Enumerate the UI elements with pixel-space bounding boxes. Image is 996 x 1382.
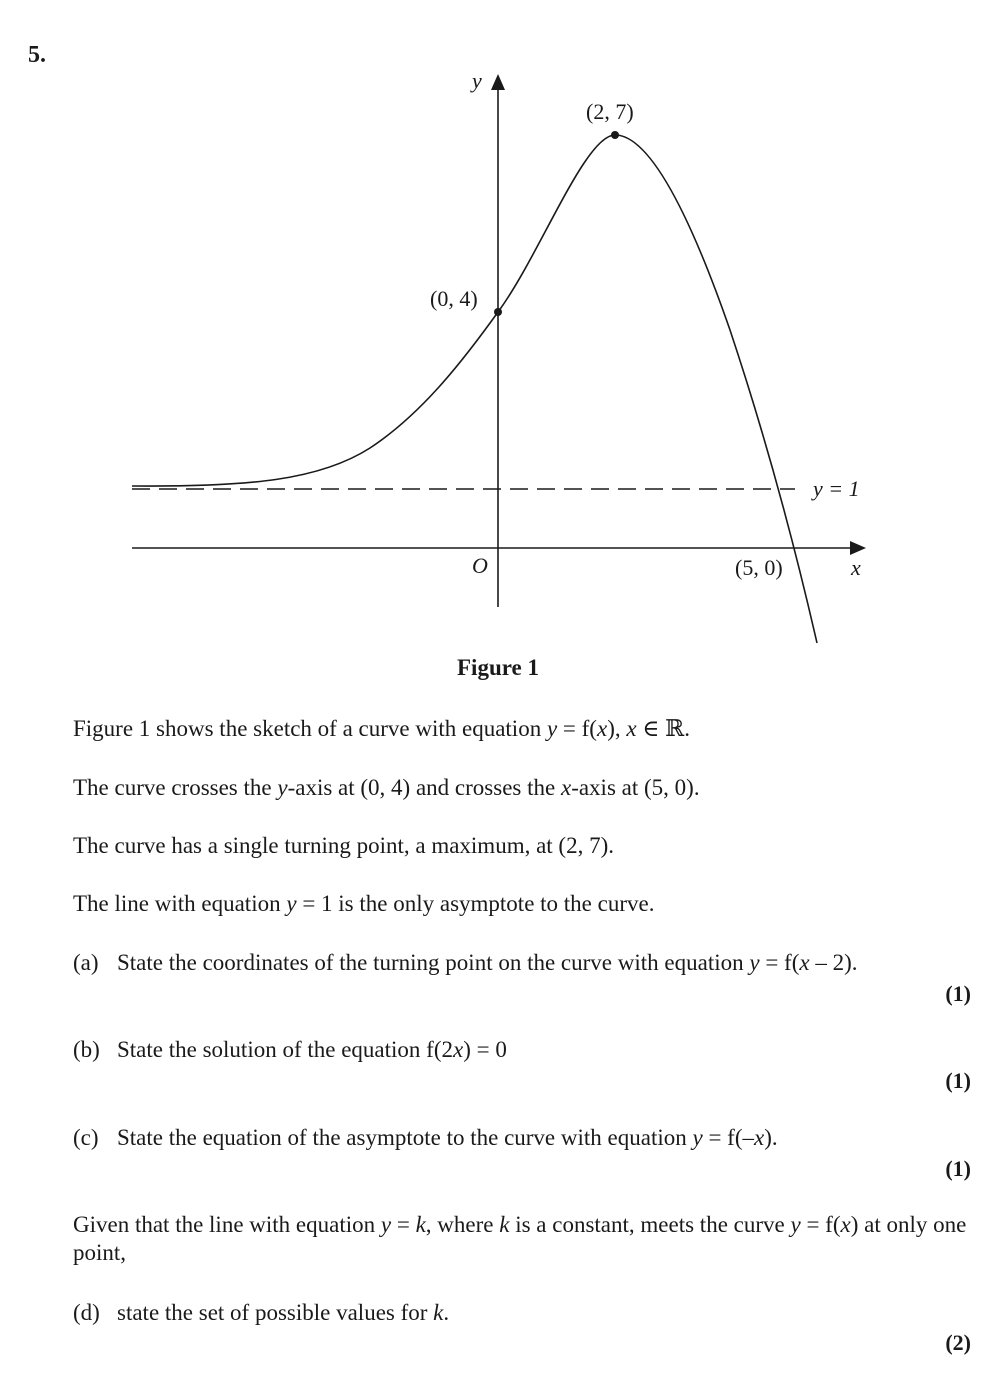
question-number: 5.	[28, 42, 46, 68]
part-d-label: (d)	[73, 1300, 100, 1325]
intro-line-4: The line with equation y = 1 is the only asymptote to the curve.	[73, 891, 655, 916]
point-2-7	[611, 131, 619, 139]
intro-line-2: The curve crosses the y-axis at (0, 4) and crosses the x-axis at (5, 0).	[73, 775, 700, 800]
given-statement: Given that the line with equation y = k, where k is a constant, meets the curve y = f(x) at only one point,	[73, 1212, 967, 1265]
part-c: (c) State the equation of the asymptote to the curve with equation y = f(–x).	[73, 1125, 778, 1150]
x-axis-arrow	[850, 541, 866, 555]
point-label-2-7: (2, 7)	[586, 99, 634, 124]
part-b-marks: (1)	[945, 1068, 971, 1093]
figure-1-graph	[0, 0, 996, 660]
part-c-marks: (1)	[945, 1156, 971, 1181]
intro-line-1: Figure 1 shows the sketch of a curve with equation y = f(x), x ∈ ℝ.	[73, 716, 690, 741]
origin-label: O	[472, 553, 488, 578]
intro-line-3: The curve has a single turning point, a maximum, at (2, 7).	[73, 833, 615, 858]
asymptote-label: y = 1	[813, 476, 860, 501]
part-c-label: (c)	[73, 1125, 99, 1150]
point-label-0-4: (0, 4)	[430, 286, 478, 311]
point-0-4	[494, 308, 502, 316]
part-d-marks: (2)	[945, 1330, 971, 1355]
part-b: (b) State the solution of the equation f(2x) = 0	[73, 1037, 507, 1062]
y-axis-arrow	[491, 74, 505, 90]
point-label-5-0: (5, 0)	[735, 555, 783, 580]
part-a-label: (a)	[73, 950, 99, 975]
figure-caption: Figure 1	[457, 655, 539, 680]
y-axis-label: y	[472, 68, 482, 93]
part-d: (d) state the set of possible values for k.	[73, 1300, 450, 1325]
part-a-marks: (1)	[945, 981, 971, 1006]
x-axis-label: x	[851, 555, 861, 580]
part-a: (a) State the coordinates of the turning point on the curve with equation y = f(x – 2).	[73, 950, 858, 975]
part-b-label: (b)	[73, 1037, 100, 1062]
